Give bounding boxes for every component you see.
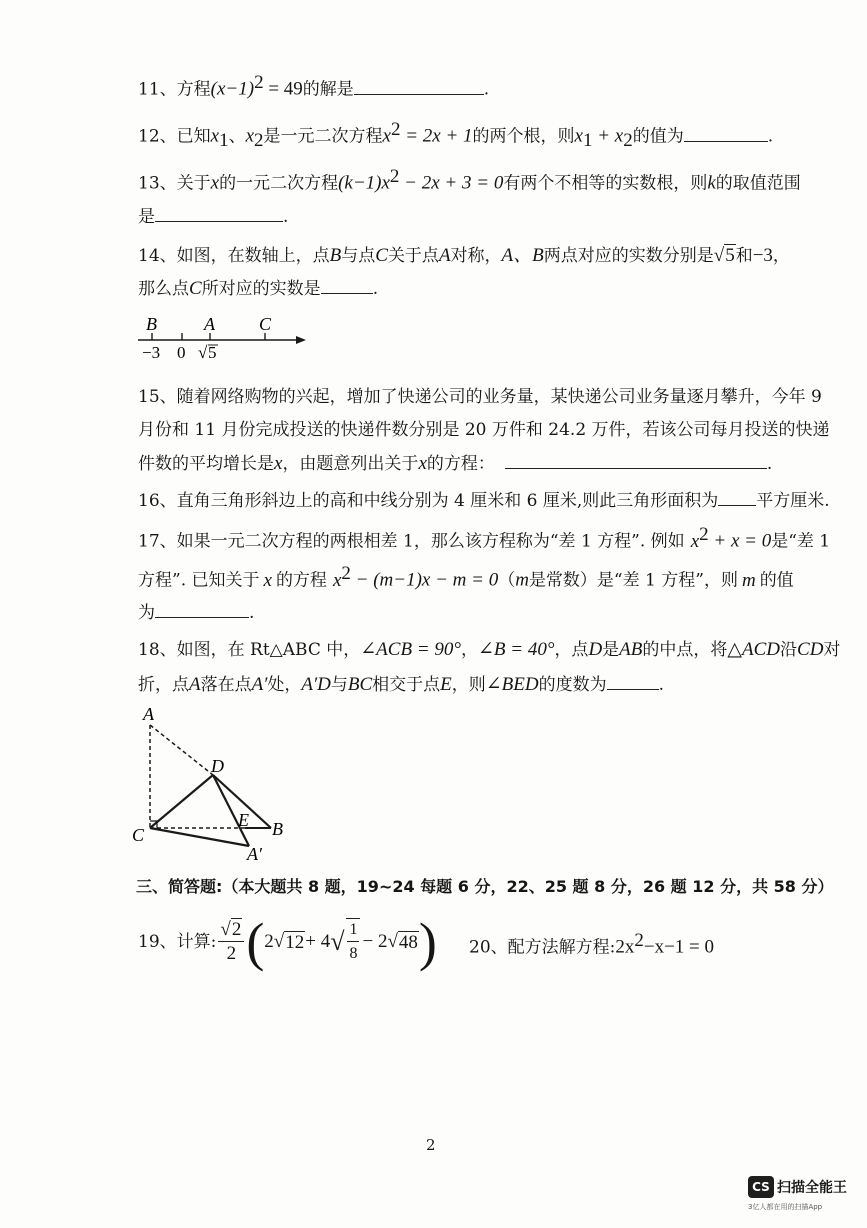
question-18-line2: 折，点A落在点A′处，A′D与BC相交于点E，则∠BED的度数为 . bbox=[138, 674, 665, 695]
question-15-line3: 件数的平均增长是x，由题意列出关于x的方程： . bbox=[138, 453, 773, 474]
question-11: 11、方程$(x-1)^2 = 49$的解是 . bbox=[138, 72, 490, 100]
vertex-a-prime-label: A′ bbox=[247, 844, 262, 864]
scanner-tagline: 3亿人都在用的扫描App bbox=[748, 1203, 823, 1211]
scanner-app-name: 扫描全能王 bbox=[777, 1180, 847, 1196]
question-19: 19、 计算: $\frac{√2}{2}$ ( 2 √ 12 + 4 √ $\frac{1}{8}$ − 2 √ 48 ) bbox=[138, 912, 437, 972]
q16-answer-blank bbox=[718, 489, 756, 506]
page-number: 2 bbox=[426, 1136, 436, 1154]
vertex-c-label: C bbox=[132, 825, 145, 845]
question-12: 12、已知$x_1$、$x_2$是一元二次方程$x^2 = 2x + 1$的两个根，则$x_1 + x_2$的值为 . bbox=[138, 119, 774, 152]
number-line-arrow-icon bbox=[296, 336, 306, 344]
question-17: 17、如果一元二次方程的两根相差 1，那么该方程称为“差 1 方程”. 例如 $x^2 + x = 0$是“差 1 bbox=[138, 524, 831, 552]
q11-equation: (x−1) bbox=[210, 78, 255, 100]
number-line-figure bbox=[130, 312, 320, 364]
q11-number: 11、 bbox=[138, 79, 177, 100]
question-14: 14、如图，在数轴上，点B与点C关于点A对称，A、B两点对应的实数分别是√5和−3， bbox=[138, 245, 790, 266]
tick-label-zero: 0 bbox=[177, 343, 186, 362]
question-15: 15、随着网络购物的兴起，增加了快递公司的业务量，某快递公司业务量逐月攀升，今年 9 bbox=[138, 387, 822, 407]
tick-label-sqrt5: 5 bbox=[208, 343, 217, 362]
point-a-label: A bbox=[204, 314, 215, 334]
question-17-line2: 方程”. 已知关于 x 的方程 $x^2 - (m-1)x - m = 0(m$是常数）是“差 1 方程”，则 m 的值 bbox=[138, 563, 794, 591]
segment-ad bbox=[150, 725, 213, 775]
q19-open-paren: ( bbox=[246, 912, 265, 972]
vertex-b-label: B bbox=[272, 819, 283, 839]
q12-answer-blank bbox=[684, 125, 768, 142]
triangle-fold-figure bbox=[125, 700, 305, 870]
q17-answer-blank bbox=[155, 601, 249, 618]
question-13-line2: 是 . bbox=[138, 207, 289, 227]
q11-answer-blank bbox=[354, 78, 484, 95]
q14-answer-blank bbox=[321, 277, 373, 294]
scanner-watermark bbox=[748, 1176, 847, 1211]
question-18: 18、如图，在 Rt△ABC 中，∠ACB = 90°，∠B = 40°，点D是AB的中点，将△ACD沿CD对 bbox=[138, 639, 841, 660]
section-3-heading: 三、简答题:（本大题共 8 题，19~24 每题 6 分，22、25 题 8 分，26 题 12 分，共 58 分） bbox=[136, 877, 834, 896]
question-20: 20、配方法解方程$:2x^2-x-1 = 0$ bbox=[469, 930, 715, 958]
q19-inner-fraction: $\frac{1}{8}$ bbox=[346, 918, 360, 966]
sqrt-sign: √ bbox=[198, 343, 208, 362]
vertex-a-label: A bbox=[143, 704, 154, 724]
segment-ca-prime bbox=[150, 828, 249, 846]
q13-answer-blank bbox=[155, 205, 283, 222]
q15-answer-blank bbox=[505, 452, 767, 469]
point-b-label: B bbox=[146, 314, 157, 334]
q19-close-paren: ) bbox=[418, 912, 437, 972]
tick-label-neg3: −3 bbox=[142, 343, 161, 362]
question-16: 16、直角三角形斜边上的高和中线分别为 4 厘米和 6 厘米,则此三角形面积为 平方厘米. bbox=[138, 491, 830, 511]
vertex-e-label: E bbox=[238, 810, 249, 830]
question-15-line2: 月份和 11 月份完成投送的快递件数分别是 20 万件和 24.2 万件，若该公司每月投送的快递 bbox=[138, 420, 830, 440]
question-13: 13、关于x的一元二次方程$(k-1)x^2 - 2x + 3 = 0$有两个不相等的实数根，则k的取值范围 bbox=[138, 166, 801, 194]
point-c-label: C bbox=[259, 314, 272, 334]
segment-cd bbox=[150, 775, 213, 828]
cs-logo-icon: CS bbox=[748, 1176, 774, 1198]
question-14-line2: 那么点C所对应的实数是 . bbox=[138, 278, 379, 299]
vertex-d-label: D bbox=[211, 756, 224, 776]
question-17-line3: 为 . bbox=[138, 603, 255, 623]
q18-answer-blank bbox=[607, 673, 659, 690]
q11-text: 方程 bbox=[176, 79, 211, 100]
q19-fraction: $\frac{√2}{2}$ bbox=[218, 919, 244, 966]
